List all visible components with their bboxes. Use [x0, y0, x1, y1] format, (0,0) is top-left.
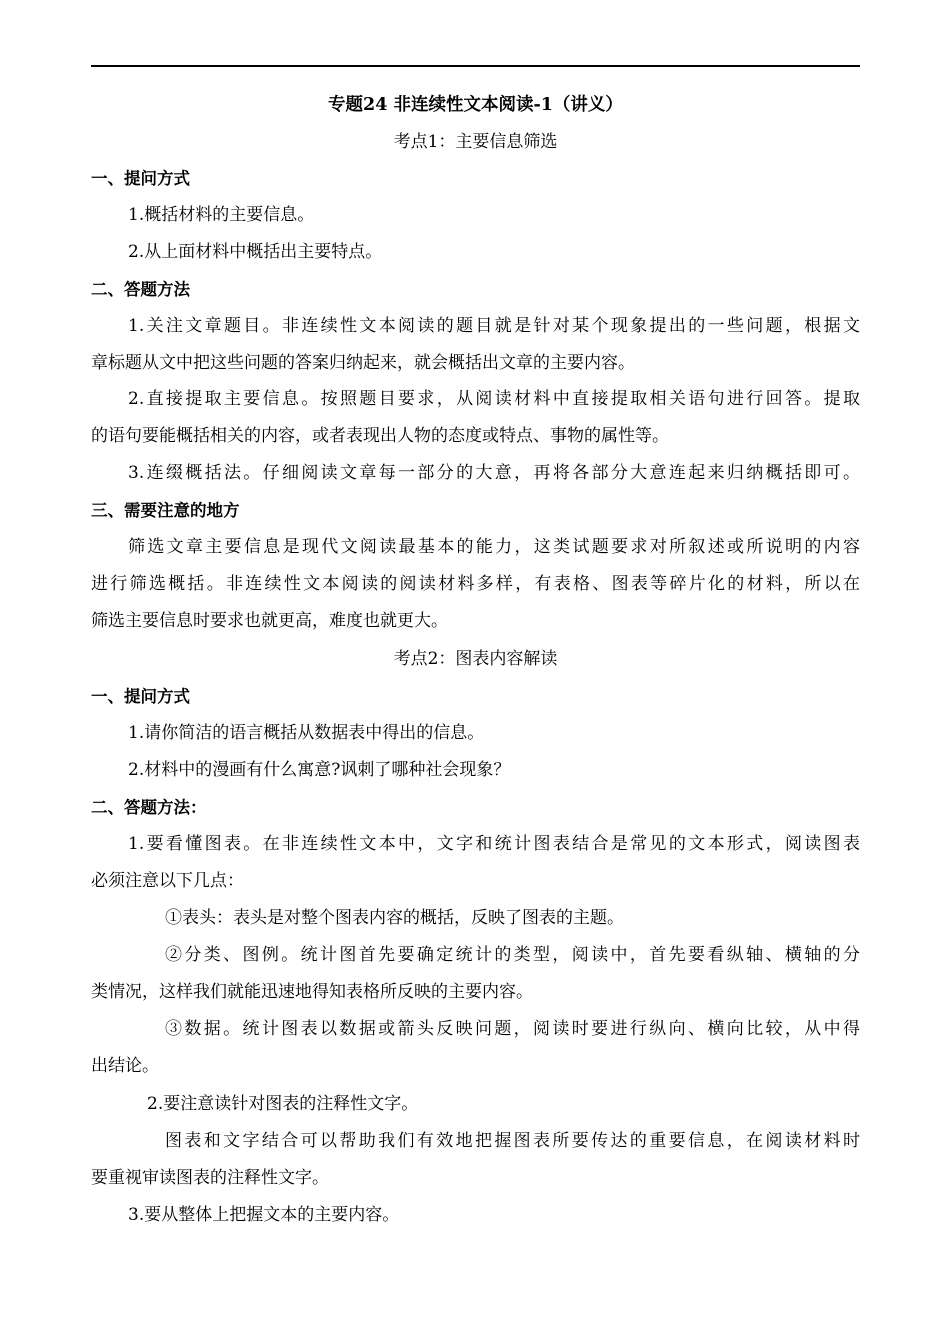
k2-sec2-p2b-line1: 图表和文字结合可以帮助我们有效地把握图表所要传达的重要信息，在阅读材料时	[165, 1131, 860, 1151]
k2-sec2-sub2-line1: ②分类、图例。统计图首先要确定统计的类型，阅读中，首先要看纵轴、横轴的分	[165, 945, 860, 965]
kaodian1-heading: 考点1：主要信息筛选	[393, 132, 558, 152]
k1-sec2-p1-line1: 1.关注文章题目。非连续性文本阅读的题目就是针对某个现象提出的一些问题，根据文	[128, 316, 860, 336]
k2-sec2-p2: 2.要注意读针对图表的注释性文字。	[147, 1094, 419, 1114]
k2-sec1-heading: 一、提问方式	[91, 687, 190, 706]
doc-title: 专题24 非连续性文本阅读-1（讲义）	[328, 95, 623, 115]
k2-sec1-item-2: 2.材料中的漫画有什么寓意?讽刺了哪种社会现象？	[128, 760, 511, 780]
k1-sec3-p1-line2: 进行筛选概括。非连续性文本阅读的阅读材料多样，有表格、图表等碎片化的材料，所以在	[91, 574, 860, 594]
k2-sec2-p3: 3.要从整体上把握文本的主要内容。	[128, 1205, 400, 1225]
k1-sec1-item-2: 2.从上面材料中概括出主要特点。	[128, 242, 383, 262]
k2-sec2-sub2-line2: 类情况，这样我们就能迅速地得知表格所反映的主要内容。	[91, 982, 533, 1002]
k1-sec1-item-1: 1.概括材料的主要信息。	[128, 205, 315, 225]
k2-sec2-sub3-line1: ③数据。统计图表以数据或箭头反映问题，阅读时要进行纵向、横向比较，从中得	[165, 1019, 860, 1039]
k2-sec2-p1-line1: 1.要看懂图表。在非连续性文本中，文字和统计图表结合是常见的文本形式，阅读图表	[128, 834, 860, 854]
k2-sec2-sub1: ①表头：表头是对整个图表内容的概括，反映了图表的主题。	[165, 908, 624, 928]
header-rule	[91, 65, 860, 67]
k2-sec1-item-1: 1.请你简洁的语言概括从数据表中得出的信息。	[128, 723, 485, 743]
k2-sec2-heading: 二、答题方法：	[91, 798, 207, 817]
k1-sec1-heading: 一、提问方式	[91, 169, 190, 188]
k1-sec2-p2-line1: 2.直接提取主要信息。按照题目要求，从阅读材料中直接提取相关语句进行回答。提取	[128, 389, 860, 409]
k1-sec2-p3: 3.连缀概括法。仔细阅读文章每一部分的大意，再将各部分大意连起来归纳概括即可。	[128, 463, 860, 483]
k1-sec3-p1-line1: 筛选文章主要信息是现代文阅读最基本的能力，这类试题要求对所叙述或所说明的内容	[128, 537, 860, 557]
k1-sec2-p1-line2: 章标题从文中把这些问题的答案归纳起来，就会概括出文章的主要内容。	[91, 353, 635, 373]
k2-sec2-sub3-line2: 出结论。	[91, 1056, 159, 1076]
k1-sec3-heading: 三、需要注意的地方	[91, 501, 240, 520]
k2-sec2-p2b-line2: 要重视审读图表的注释性文字。	[91, 1168, 329, 1188]
k1-sec2-heading: 二、答题方法	[91, 280, 190, 299]
k1-sec3-p1-line3: 筛选主要信息时要求也就更高，难度也就更大。	[91, 611, 448, 631]
kaodian2-heading: 考点2：图表内容解读	[393, 649, 558, 669]
k1-sec2-p2-line2: 的语句要能概括相关的内容，或者表现出人物的态度或特点、事物的属性等。	[91, 426, 669, 446]
k2-sec2-p1-line2: 必须注意以下几点：	[91, 871, 244, 891]
